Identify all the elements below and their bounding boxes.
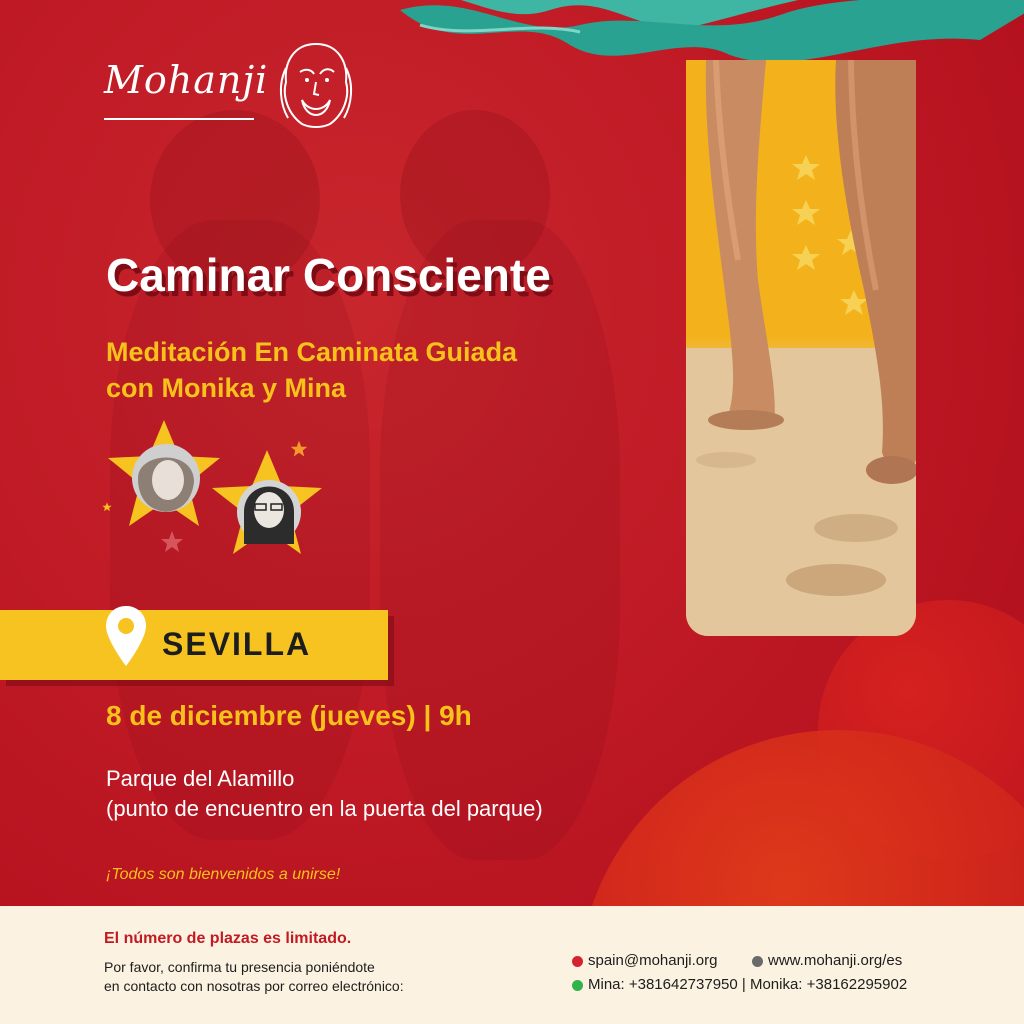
subtitle-line-2: con Monika y Mina xyxy=(106,373,347,403)
contact-phones[interactable] xyxy=(572,976,907,993)
website-text: www.mohanji.org/es xyxy=(768,952,903,969)
venue-meeting-point: (punto de encuentro en la puerta del parque) xyxy=(106,796,543,821)
venue-name: Parque del Alamillo xyxy=(106,766,295,791)
venue xyxy=(106,764,543,824)
star-icon xyxy=(160,530,184,554)
subtitle-line-1: Meditación En Caminata Guiada xyxy=(106,337,518,367)
rsvp-message-line-2: en contacto con nosotras por correo electrónico: xyxy=(104,978,404,994)
event-title: Caminar Consciente xyxy=(106,249,551,301)
web-icon xyxy=(752,956,763,967)
contact-website[interactable] xyxy=(752,952,902,969)
guide-photo-monika xyxy=(104,418,224,530)
walking-photo-card xyxy=(686,60,916,636)
email-text: spain@mohanji.org xyxy=(588,952,718,969)
event-date-time: 8 de diciembre (jueves) | 9h xyxy=(106,700,472,731)
star-icon xyxy=(102,502,112,512)
welcome-message: ¡Todos son bienvenidos a unirse! xyxy=(106,866,341,883)
whatsapp-icon xyxy=(572,980,583,991)
city-label: SEVILLA xyxy=(162,626,312,662)
location-pin-icon xyxy=(104,604,148,668)
guide-photo-mina xyxy=(208,448,326,558)
limited-spots-notice: El número de plazas es limitado. xyxy=(104,930,352,947)
barefoot-walking-illustration xyxy=(686,60,916,636)
event-subtitle xyxy=(106,334,517,406)
mohanji-logo-text: Mohanji xyxy=(104,58,269,102)
rsvp-message xyxy=(104,958,524,996)
mohanji-portrait-icon xyxy=(272,38,360,130)
star-icon xyxy=(290,440,308,458)
phones-text: Mina: +381642737950 | Monika: +38162295902 xyxy=(588,976,908,993)
rsvp-message-line-1: Por favor, confirma tu presencia poniéndote xyxy=(104,959,375,975)
email-icon xyxy=(572,956,583,967)
contact-email[interactable] xyxy=(572,952,717,969)
logo-underline xyxy=(104,118,254,120)
